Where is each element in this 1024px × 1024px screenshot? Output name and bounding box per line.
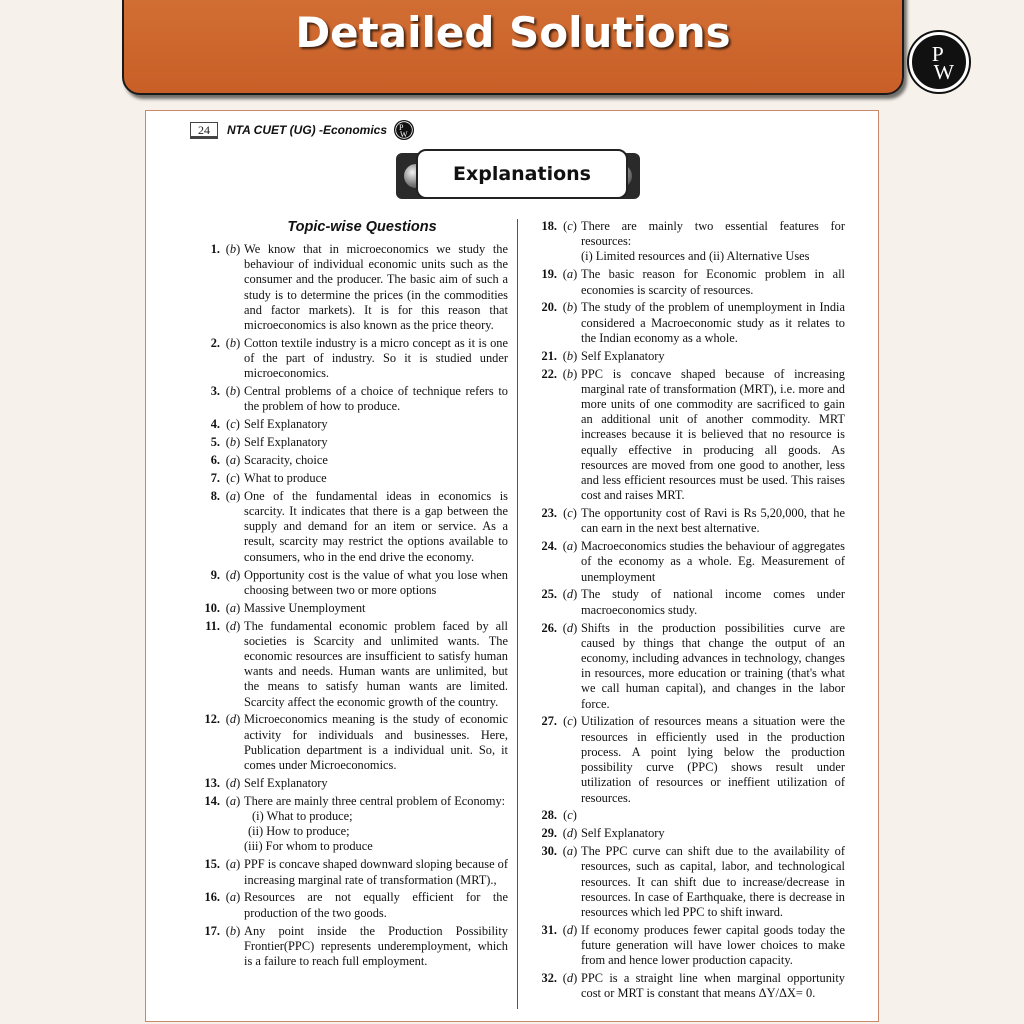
question-number: 20. [541, 300, 557, 315]
answer-option: (d) [225, 712, 241, 727]
answer-option: (b) [562, 300, 578, 315]
answer-option: (c) [563, 714, 577, 729]
section-title-badge [396, 149, 640, 203]
left-solutions-list [196, 242, 508, 969]
svg-text:P: P [931, 42, 944, 67]
solution-item [196, 471, 508, 486]
question-number: 10. [204, 600, 220, 615]
answer-option: (a) [225, 453, 241, 468]
explanation-text: Central problems of a choice of technique refers to the problem of how to produce. [244, 384, 508, 414]
question-number: 26. [541, 620, 557, 635]
answer-option: (c) [563, 219, 577, 233]
answer-option: (b) [562, 366, 578, 381]
solution-item [196, 857, 508, 887]
answer-option: (a) [562, 539, 578, 554]
solution-item [533, 714, 845, 805]
solution-item [533, 219, 845, 265]
explanation-text: The fundamental economic problem faced by all societies is Scarcity and unlimited wants. The economic resources are insufficient to satisfy human wants and needs. Human wants are unlimited, but the means to satisfy human wants are limited. Scarcity affect the economic growth of the country. [244, 618, 508, 709]
answer-option: (d) [562, 971, 578, 986]
explanation-text: Self Explanatory [244, 417, 328, 432]
page-number: 24 [190, 122, 218, 139]
question-number: 16. [204, 890, 220, 905]
question-number: 15. [204, 857, 220, 872]
answer-option: (d) [225, 618, 241, 633]
answer-option: (d) [225, 775, 241, 790]
solution-item [533, 506, 845, 536]
question-number: 14. [204, 793, 220, 808]
question-number: 19. [541, 267, 557, 282]
answer-option: (d) [562, 620, 578, 635]
sub-point: (i) What to produce; [252, 809, 353, 824]
right-solutions-list [533, 219, 845, 1002]
answer-option: (a) [225, 793, 241, 808]
explanation-text: Self Explanatory [244, 775, 328, 790]
explanation-text: There are mainly three central problem of Economy: (i) What to produce; (ii) How to produce; (iii) For whom to produce [244, 794, 508, 855]
answer-option: (c) [563, 808, 577, 823]
answer-option: (d) [562, 587, 578, 602]
question-number: 8. [210, 488, 220, 503]
svg-text:P: P [399, 123, 404, 132]
page-header [190, 119, 415, 141]
answer-option: (b) [225, 923, 241, 938]
answer-option: (a) [225, 857, 241, 872]
explanation-text: We know that in microeconomics we study the behaviour of individual economic units such as the consumer and the producer. The basic aim of such a study is to determine the prices (in the commodities and factor markets). It is for this reason that microeconomics is also known as the price theory. [244, 242, 508, 333]
explanation-text [581, 808, 845, 823]
solution-item [196, 794, 508, 855]
svg-text:W: W [933, 60, 954, 85]
explanation-text: Self Explanatory [581, 348, 665, 363]
answer-option: (a) [225, 488, 241, 503]
explanation-text: There are mainly two essential features for resources: (i) Limited resources and (ii) Alternative Uses [581, 219, 845, 264]
question-number: 12. [204, 712, 220, 727]
question-number: 18. [541, 219, 557, 233]
question-number: 27. [541, 714, 557, 729]
explanation-text: PPF is concave shaped downward sloping because of increasing marginal rate of transformation (MRT)., [244, 857, 508, 887]
solution-item [533, 808, 845, 823]
answer-option: (b) [225, 435, 241, 450]
question-number: 17. [204, 923, 220, 938]
solution-item [196, 890, 508, 920]
answer-option: (d) [562, 826, 578, 841]
question-number: 6. [210, 453, 220, 468]
question-number: 3. [210, 384, 220, 399]
right-column [533, 219, 845, 1004]
answer-option: (b) [225, 242, 241, 256]
explanation-text: Opportunity cost is the value of what you lose when choosing between two or more options [244, 567, 508, 597]
question-number: 28. [541, 808, 557, 823]
solution-item [196, 435, 508, 450]
solution-item [196, 712, 508, 773]
solution-item [196, 568, 508, 598]
explanation-text: PPC is a straight line when marginal opportunity cost or MRT is constant that means ΔY/ΔX= 0. [581, 971, 845, 1001]
solution-item [533, 971, 845, 1001]
solution-item [533, 267, 845, 297]
answer-option: (c) [226, 470, 240, 485]
pw-logo-icon [909, 32, 969, 92]
question-number: 9. [210, 567, 220, 582]
question-number: 11. [205, 618, 220, 633]
solution-item [533, 300, 845, 346]
explanation-text: The basic reason for Economic problem in all economies is scarcity of resources. [581, 267, 845, 297]
question-number: 21. [541, 348, 557, 363]
solution-item [533, 367, 845, 504]
solution-item [533, 923, 845, 969]
answer-option: (d) [225, 567, 241, 582]
explanation-text: Cotton textile industry is a micro concept as it is one of the part of industry. So it is studied under microeconomics. [244, 335, 508, 381]
solution-item [196, 489, 508, 565]
solution-item [196, 417, 508, 432]
explanation-text: Resources are not equally efficient for the production of the two goods. [244, 890, 508, 920]
solution-item [533, 539, 845, 585]
topic-heading: Topic-wise Questions [287, 219, 437, 235]
explanation-text: Any point inside the Production Possibility Frontier(PPC) represents underemployment, which is a failure to reach full employment. [244, 923, 508, 968]
explanation-text: One of the fundamental ideas in economics is scarcity. It indicates that there is a gap between the supply and demand for an item or service. As a result, scarcity may restrict the options available to consumers, who in the end drive the economy. [244, 488, 508, 564]
sub-point: (i) Limited resources and (ii) Alternative Uses [581, 249, 810, 264]
question-number: 5. [210, 435, 220, 450]
explanation-text: PPC is concave shaped because of increasing marginal rate of transformation (MRT), i.e. more and more units of one commodity are sacrificed to gain an additional unit of another commodity. MRT increases because it is believed that no resource is equally effective in producing all goods. As resources are moved from one good to another, less and less efficient resources must be used. This raises cost and raises MRT. [581, 366, 845, 503]
answer-option: (a) [562, 267, 578, 282]
answer-option: (b) [225, 335, 241, 350]
svg-text:W: W [400, 130, 408, 139]
question-number: 29. [541, 826, 557, 841]
book-title: NTA CUET (UG) -Economics [227, 123, 388, 137]
explanation-text: Macroeconomics studies the behaviour of aggregates of the economy as a whole. Eg. Measurement of unemployment [581, 539, 845, 584]
solution-item [196, 336, 508, 382]
explanation-text: Massive Unemployment [244, 600, 366, 615]
solution-item [533, 349, 845, 364]
answer-option: (b) [562, 348, 578, 363]
answer-option: (d) [562, 922, 578, 937]
sub-point: (ii) How to produce; [248, 824, 350, 839]
left-column [196, 219, 508, 972]
header-banner [122, 0, 904, 95]
question-number: 2. [210, 335, 220, 350]
question-number: 23. [541, 506, 557, 521]
pw-logo-small-icon [393, 119, 415, 141]
document-page [145, 110, 879, 1022]
question-number: 1. [210, 242, 220, 256]
question-number: 22. [541, 366, 557, 381]
explanation-text: Shifts in the production possibilities curve are caused by things that change the output of an economy, including advances in technology, changes in resources, more education or training (that's what we call human capital), and changes in the labor force. [581, 620, 845, 711]
answer-option: (a) [562, 844, 578, 859]
answer-option: (b) [225, 384, 241, 399]
column-divider [517, 219, 518, 1009]
solution-item [196, 384, 508, 414]
answer-option: (a) [225, 890, 241, 905]
solution-item [196, 776, 508, 791]
explanation-text: The study of the problem of unemployment in India considered a Macroeconomic study as it relates to the Indian economy as a whole. [581, 300, 845, 345]
explanation-text: Scaracity, choice [244, 453, 328, 468]
solution-item [196, 924, 508, 970]
banner-title: Detailed Solutions [295, 8, 731, 57]
solution-item [196, 619, 508, 710]
explanation-text: If economy produces fewer capital goods today the future generation will have lower choices to make from and hence lower production capacity. [581, 922, 845, 968]
question-number: 13. [204, 775, 220, 790]
question-number: 32. [541, 971, 557, 986]
question-number: 7. [210, 470, 220, 485]
solution-item [533, 844, 845, 920]
explanation-text: The PPC curve can shift due to the availability of resources, such as capital, labor, and technological resources. It can shift due to increase/decrease in resources. In case of Earthquake, there is decrease in resources which led PPC to shift inward. [581, 844, 845, 919]
solution-item [196, 601, 508, 616]
answer-option: (c) [226, 417, 240, 432]
explanation-text: The opportunity cost of Ravi is Rs 5,20,000, that he can earn in the next best alternative. [581, 506, 845, 536]
sub-point: (iii) For whom to produce [244, 839, 373, 854]
solution-item [196, 242, 508, 333]
question-number: 30. [541, 844, 557, 859]
question-number: 31. [541, 922, 557, 937]
solution-item [533, 621, 845, 712]
explanation-text: The study of national income comes under macroeconomics study. [581, 587, 845, 617]
solution-item [533, 826, 845, 841]
solution-item [533, 587, 845, 617]
explanation-text: What to produce [244, 470, 327, 485]
solution-item [196, 453, 508, 468]
question-number: 25. [541, 587, 557, 602]
question-number: 4. [210, 417, 220, 432]
answer-option: (a) [225, 600, 241, 615]
explanation-text: Self Explanatory [244, 435, 328, 450]
explanation-text: Utilization of resources means a situation were the resources in efficiently used in the production process. A point lying below the production possibility curve (PPC) shows result under utilization of resources or ineffient utilization of resources. [581, 714, 845, 805]
question-number: 24. [541, 539, 557, 554]
section-title: Explanations [452, 163, 591, 185]
answer-option: (c) [563, 506, 577, 521]
explanation-text: Self Explanatory [581, 826, 665, 841]
explanation-text: Microeconomics meaning is the study of economic activity for individuals and businesses. Here, Publication department is a individual unit. So, it comes under Microeconomics. [244, 712, 508, 773]
